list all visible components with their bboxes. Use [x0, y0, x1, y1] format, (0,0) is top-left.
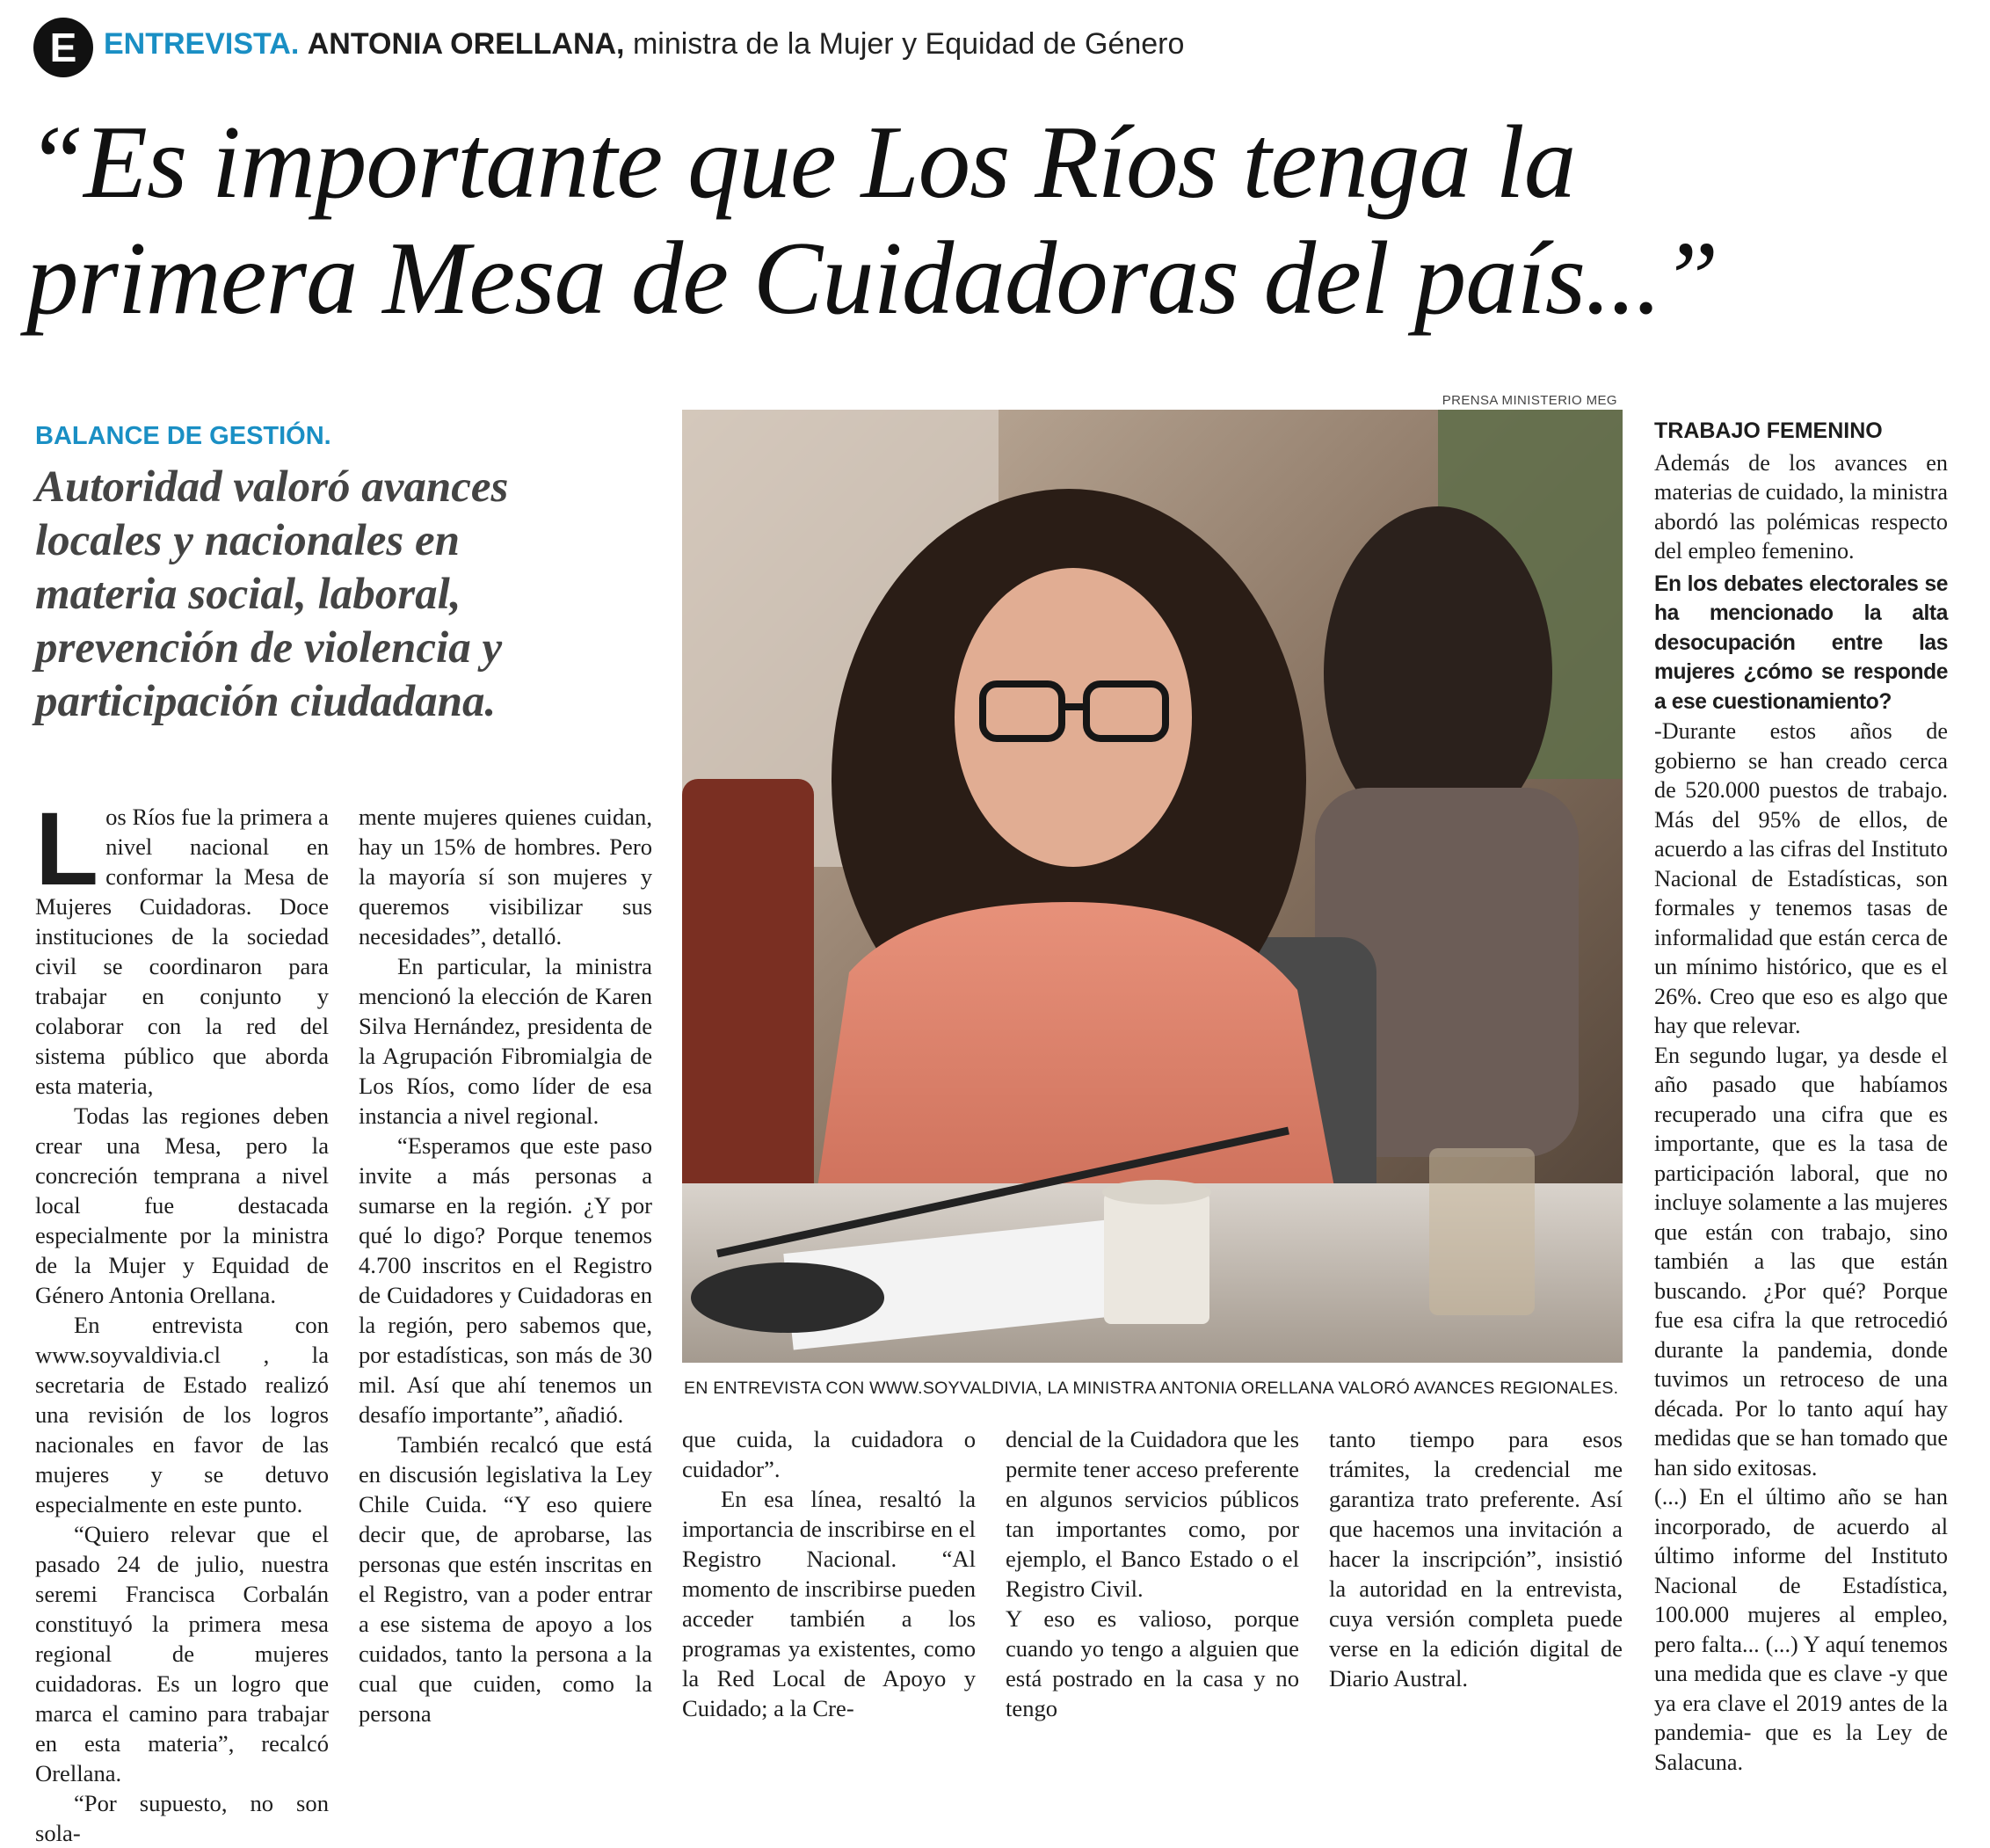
lead-line: prevención de violencia y	[35, 623, 503, 673]
lead-label: BALANCE DE GESTIÓN.	[35, 422, 331, 450]
kicker	[104, 25, 1184, 63]
photo	[682, 410, 1623, 1363]
body-paragraph-text: os Ríos fue la primera a nivel nacional en conformar la Mesa de Mujeres Cuidadoras. Doce instituciones de la sociedad civil se coordinaron para trabajar en conjunto y colaborar con la red del sistema público que aborda esta materia,	[35, 804, 329, 1099]
photo-subject-face	[955, 568, 1192, 867]
body-column-4	[1006, 1424, 1299, 1723]
body-column-1	[35, 791, 329, 1848]
photo-mic-base	[691, 1262, 884, 1333]
kicker-name: ANTONIA ORELLANA,	[307, 27, 625, 61]
photo-cup-rim	[1102, 1180, 1211, 1204]
body-paragraph	[35, 791, 329, 1101]
headline	[26, 104, 1718, 336]
lead-line: Autoridad valoró avances	[35, 462, 509, 512]
body-paragraph: En esa línea, resaltó la importancia de inscribirse en el Registro Nacional. “Al momento de inscribirse pueden acceder también a los programas ya existentes, como la Red Local de Apoyo y Cuidado; a la Cre-	[682, 1486, 976, 1721]
sidebar-paragraph: (...) En el último año se han incorporado, de acuerdo al último informe del Instituto Nacional de Estadística, 100.000 mujeres al empleo, pero falta... (...) Y aquí tenemos una medida que es clave -y que ya era clave el 2019 antes de la pandemia- que es la Ley de Salacuna.	[1654, 1484, 1948, 1775]
body-paragraph: mente mujeres quienes cuidan, hay un 15% de hombres. Pero la mayoría sí son mujeres y queremos visibilizar sus necesidades”, detalló.	[359, 804, 652, 949]
headline-line-2: primera Mesa de Cuidadoras del país...”	[26, 220, 1718, 336]
body-paragraph: En particular, la ministra mencionó la elección de Karen Silva Hernández, presidenta de la Agrupación Fibromialgia de Los Ríos, como líder de esa instancia a nivel regional.	[359, 953, 652, 1129]
body-column-3	[682, 1424, 976, 1723]
body-paragraph: “Quiero relevar que el pasado 24 de julio, nuestra seremi Francisca Corbalán constituyó la primera mesa regional de mujeres cuidadoras. Es un logro que marca el camino para trabajar en esta materia”, recalcó Orellana.	[35, 1521, 329, 1786]
photo-glass	[1429, 1148, 1535, 1315]
body-column-2	[359, 802, 652, 1728]
lead-line: participación ciudadana.	[35, 677, 497, 726]
lead-deck	[35, 461, 508, 729]
sidebar-title: TRABAJO FEMENINO	[1654, 418, 1883, 443]
photo-cup	[1104, 1192, 1209, 1324]
body-paragraph: “Esperamos que este paso invite a más personas a sumarse en la región. ¿Y por qué lo digo? Porque tenemos 4.700 inscritos en el Registro de Cuidadores y Cuidadoras en la región, pero sabemos que, por estadísticas, son más de 30 mil. Así que ahí tenemos un desafío importante”, añadió.	[359, 1132, 652, 1428]
body-paragraph: “Por supuesto, no son sola-	[35, 1790, 329, 1846]
sidebar-paragraph: -Durante estos años de gobierno se han creado cerca de 520.000 puestos de trabajo. Más del 95% de ellos, de acuerdo a las cifras del Instituto Nacional de Estadísticas, son formales y tenemos tasas de informalidad que están cerca de un mínimo histórico, que es el 26%. Creo que eso es algo que hay que relevar.	[1654, 718, 1948, 1038]
kicker-section: ENTREVISTA.	[104, 27, 300, 61]
lead-line: locales y nacionales en	[35, 516, 461, 565]
sidebar-paragraph: En segundo lugar, ya desde el año pasado que habíamos recuperado una cifra que es importante, que es la tasa de participación laboral, que no incluye solamente a las mujeres que están con trabajo, sino también a las que están buscando. ¿Por qué? Porque fue esa cifra la que retrocedió durante la pandemia, donde tuvimos un retroceso de una década. Por lo tanto aquí hay medidas que se han tomado que han sido exitosas.	[1654, 1042, 1948, 1481]
body-paragraph: tanto tiempo para esos trámites, la credencial me garantiza trato preferente. Así que hacemos una invitación a hacer la inscripción”, insistió la autoridad en la entrevista, cuya versión completa puede verse en la edición digital de Diario Austral.	[1329, 1426, 1623, 1692]
section-logo	[33, 18, 93, 77]
headline-line-1: “Es importante que Los Ríos tenga la	[26, 104, 1576, 220]
sidebar-question: En los debates electorales se ha mencionado la alta desocupación entre las mujeres ¿cómo se responde a ese cuestionamiento?	[1654, 571, 1948, 714]
sidebar-paragraph: Además de los avances en materias de cuidado, la ministra abordó las polémicas respecto del empleo femenino.	[1654, 449, 1948, 564]
body-paragraph: Y eso es valioso, porque cuando yo tengo a alguien que está postrado en la casa y no tengo	[1006, 1605, 1299, 1721]
body-paragraph: En entrevista con www.soyvaldivia.cl , la secretaria de Estado realizó una revisión de los logros nacionales en favor de las mujeres y se detuvo especialmente en este punto.	[35, 1312, 329, 1517]
body-paragraph: También recalcó que está en discusión legislativa la Ley Chile Cuida. “Y eso quiere decir que, de aprobarse, las personas que estén inscritas en el Registro, van a poder entrar a ese sistema de apoyo a los cuidados, tanto la persona a la cual que cuiden, como la persona	[359, 1431, 652, 1727]
photo-credit: PRENSA MINISTERIO MEG	[1442, 393, 1617, 408]
kicker-role: ministra de la Mujer y Equidad de Género	[632, 27, 1185, 61]
lead-line: materia social, laboral,	[35, 570, 461, 619]
body-paragraph: dencial de la Cuidadora que les permite tener acceso preferente en algunos servicios públicos tan importantes como, por ejemplo, el Banco Estado o el Registro Civil.	[1006, 1426, 1299, 1602]
body-paragraph: que cuida, la cuidadora o cuidador”.	[682, 1426, 976, 1482]
body-paragraph: Todas las regiones deben crear una Mesa, pero la concreción temprana a nivel local fue destacada especialmente por la ministra de la Mujer y Equidad de Género Antonia Orellana.	[35, 1102, 329, 1308]
photo-caption: EN ENTREVISTA CON WWW.SOYVALDIVIA, LA MINISTRA ANTONIA ORELLANA VALORÓ AVANCES REGIONALES.	[684, 1379, 1619, 1398]
section-logo-letter: E	[49, 25, 77, 70]
photo-chair-left	[682, 779, 814, 1236]
body-column-5	[1329, 1424, 1623, 1693]
drop-cap: L	[35, 791, 99, 907]
sidebar	[1654, 417, 1948, 1777]
